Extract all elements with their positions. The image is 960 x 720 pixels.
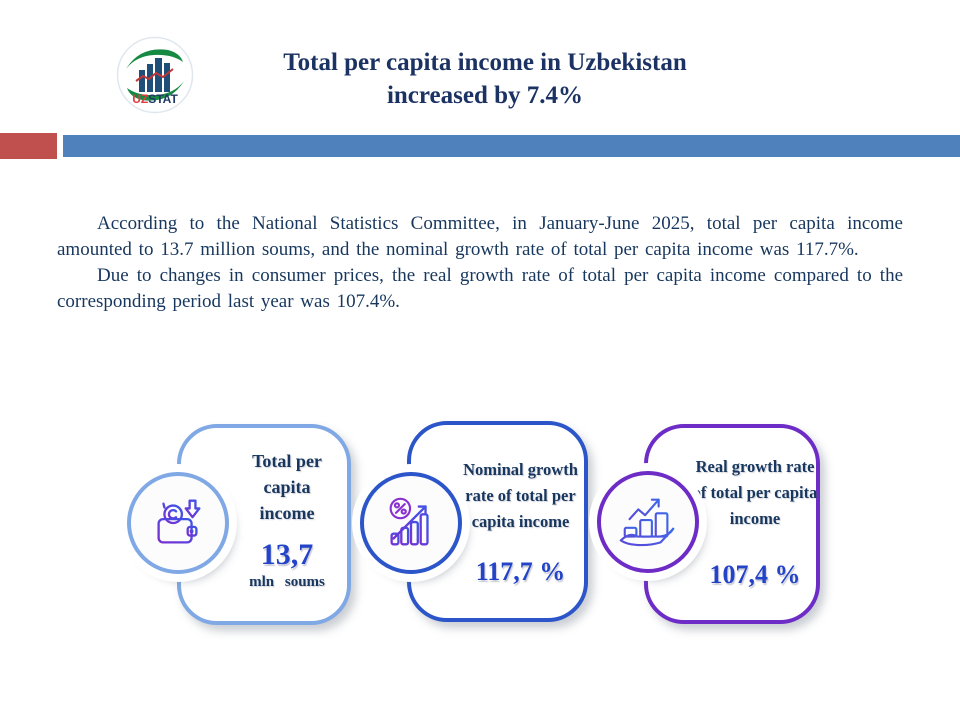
blue-divider-bar — [63, 135, 960, 157]
intro-paragraph-1: According to the National Statistics Committee, in January-June 2025, total per capita income amounted to 13.7 million soums, and the nominal growth rate of total per capita income was 117.7%. — [57, 213, 903, 260]
percent-bars-growth-icon — [380, 492, 442, 554]
intro-paragraph-2: Due to changes in consumer prices, the real growth rate of total per capita income compared to the corresponding period last year was 107.4%. — [57, 265, 903, 312]
card-title: Nominal growth rate of total per capita income — [463, 460, 578, 531]
wallet-coin-down-arrow-icon — [147, 492, 209, 554]
hand-coins-growth-icon — [617, 491, 679, 553]
card-title: Real growth rate of total per capita income — [692, 457, 818, 528]
card-unit: mln soums — [249, 574, 325, 590]
red-accent-block — [0, 133, 57, 159]
card-value: 117,7 % — [475, 557, 566, 586]
badge-nominal-growth — [360, 472, 462, 574]
page-title — [235, 46, 735, 112]
badge-real-growth — [597, 471, 699, 573]
logo-wordmark: UZSTAT — [132, 92, 178, 106]
card-value: 13,7 — [260, 538, 314, 571]
badge-total-income — [127, 472, 229, 574]
card-title: Total per capita income — [252, 451, 322, 523]
page-title-line2: increased by 7.4% — [386, 82, 584, 109]
card-value: 107,4 % — [709, 560, 801, 589]
intro-text — [57, 211, 903, 315]
page-title-line1: Total per capita income in Uzbekistan — [283, 49, 687, 76]
uzstat-logo — [116, 36, 194, 114]
